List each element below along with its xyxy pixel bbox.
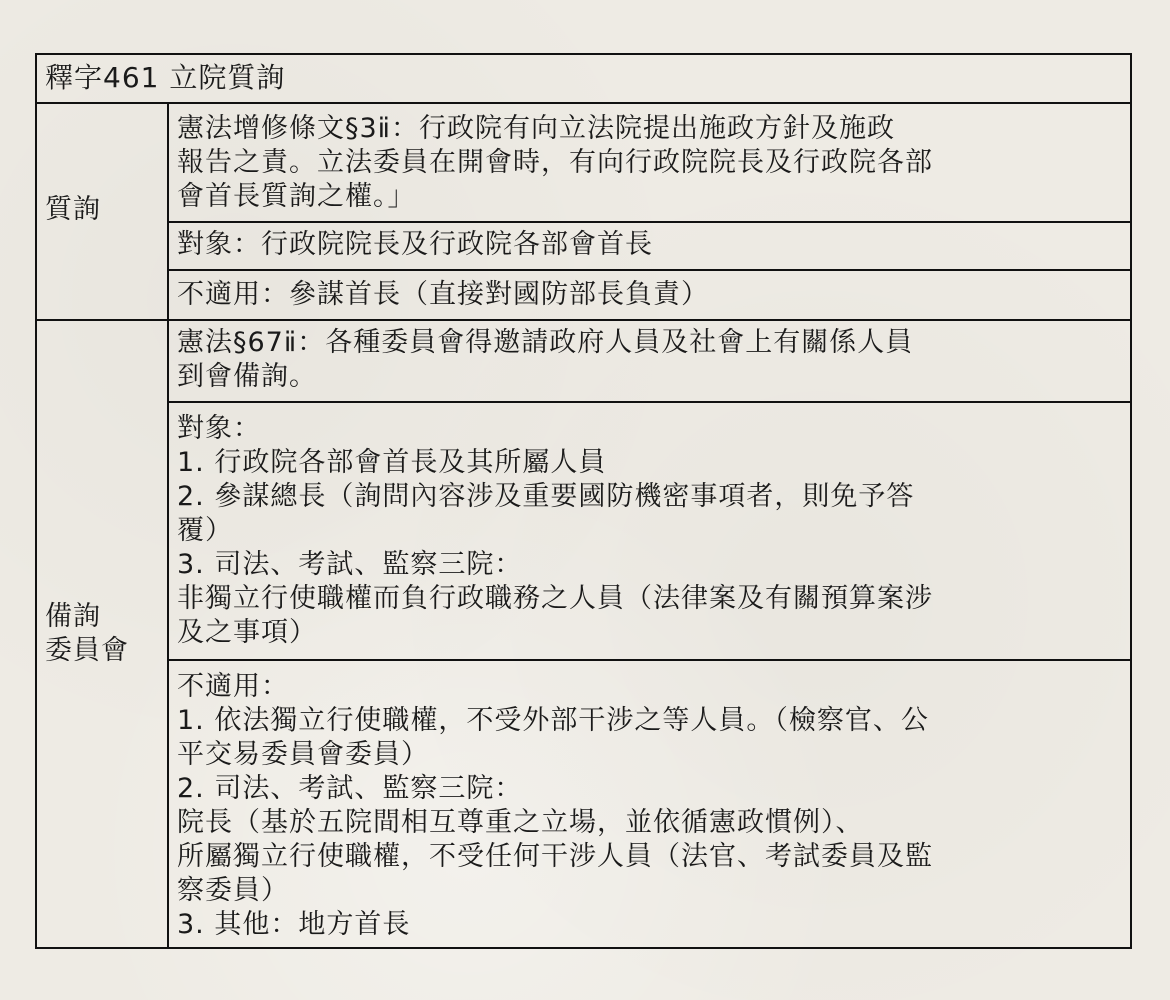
inquiry-basis-cell: 憲法增修條文§3ⅱ：行政院有向立法院提出施政方針及施政 報告之責。立法委員在開會時，有向行政院院長及行政院各部 會首長質詢之權。」	[177, 113, 933, 212]
inquiry-exclusions-cell: 不適用：參謀首長（直接對國防部長負責）	[177, 279, 709, 310]
committee-basis-cell: 憲法§67ⅱ：各種委員會得邀請政府人員及社會上有關係人員 到會備詢。	[177, 327, 914, 392]
section-label-inquiry: 質詢	[45, 194, 101, 225]
committee-targets-cell: 對象： 1. 行政院各部會首長及其所屬人員 2. 參謀總長（詢問內容涉及重要國防機密事項者，則免予答 覆） 3. 司法、考試、監察三院： 非獨立行使職權而負行政職務之人員（法律案及有關預算案涉 及之事項）	[177, 413, 933, 648]
divider-title	[37, 102, 1130, 104]
divider-row	[167, 401, 1130, 403]
committee-exclusions-cell: 不適用： 1. 依法獨立行使職權，不受外部干涉之等人員。（檢察官、公 平交易委員會委員） 2. 司法、考試、監察三院： 院長（基於五院間相互尊重之立場，並依循憲政慣例）、 所屬獨立行使職權，不受任何干涉人員（法官、考試委員及監 察委員） 3. 其他：地方首長	[177, 671, 933, 940]
summary-table	[35, 53, 1132, 949]
divider-row	[167, 221, 1130, 223]
inquiry-targets-cell: 對象：行政院院長及行政院各部會首長	[177, 229, 653, 260]
divider-section	[37, 319, 1130, 321]
section-label-committee: 備詢 委員會	[45, 601, 129, 666]
divider-row	[167, 269, 1130, 271]
table-title: 釋字461 立院質詢	[45, 61, 286, 94]
divider-row	[167, 659, 1130, 661]
